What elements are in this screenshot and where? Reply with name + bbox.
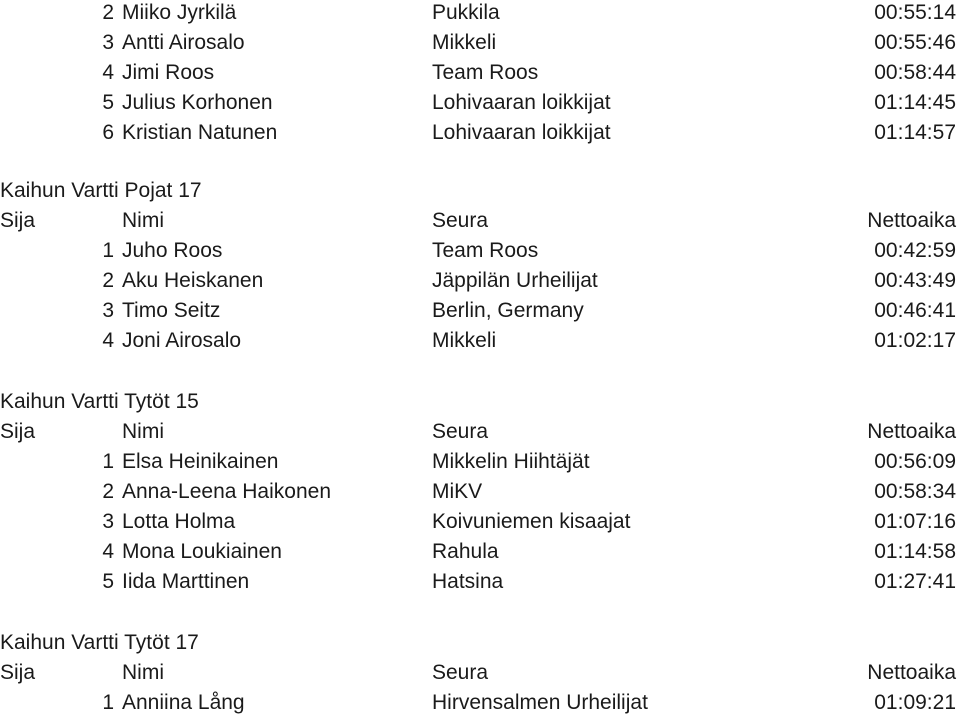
result-row	[0, 236, 960, 266]
athlete-name: Jimi Roos	[122, 61, 215, 84]
header-seura: Seura	[432, 661, 489, 684]
club-name: Mikkelin Hiihtäjät	[432, 450, 590, 473]
rank: 1	[102, 239, 114, 262]
result-row	[0, 58, 960, 88]
athlete-name: Lotta Holma	[122, 510, 236, 533]
athlete-name: Anna-Leena Haikonen	[122, 480, 331, 503]
club-name: Hatsina	[432, 570, 504, 593]
net-time: 00:56:09	[874, 450, 956, 473]
club-name: Koivuniemen kisaajat	[432, 510, 631, 533]
club-name: Lohivaaran loikkijat	[432, 121, 611, 144]
category-title: Kaihun Vartti Pojat 17	[0, 179, 202, 202]
net-time: 00:46:41	[874, 299, 956, 322]
club-name: Mikkeli	[432, 31, 497, 54]
header-sija: Sija	[0, 661, 36, 684]
net-time: 01:14:57	[874, 121, 956, 144]
category-title: Kaihun Vartti Tytöt 15	[0, 390, 199, 413]
athlete-name: Miiko Jyrkilä	[122, 1, 237, 24]
athlete-name: Anniina Lång	[122, 691, 245, 714]
header-seura: Seura	[432, 209, 489, 232]
result-row	[0, 118, 960, 148]
rank: 3	[102, 31, 114, 54]
result-row	[0, 266, 960, 296]
section-title	[0, 628, 960, 658]
category-title: Kaihun Vartti Tytöt 17	[0, 631, 199, 654]
rank: 5	[102, 91, 114, 114]
rank: 6	[102, 121, 114, 144]
rank: 2	[102, 269, 114, 292]
club-name: Jäppilän Urheilijat	[432, 269, 598, 292]
club-name: Lohivaaran loikkijat	[432, 91, 611, 114]
athlete-name: Mona Loukiainen	[122, 540, 282, 563]
net-time: 01:02:17	[874, 329, 956, 352]
net-time: 00:58:34	[874, 480, 956, 503]
table-header	[0, 206, 960, 236]
header-nimi: Nimi	[122, 420, 164, 443]
net-time: 00:55:14	[874, 1, 956, 24]
net-time: 01:07:16	[874, 510, 956, 533]
club-name: Pukkila	[432, 1, 500, 24]
net-time: 00:43:49	[874, 269, 956, 292]
result-row	[0, 537, 960, 567]
athlete-name: Julius Korhonen	[122, 91, 273, 114]
athlete-name: Juho Roos	[122, 239, 223, 262]
header-nimi: Nimi	[122, 209, 164, 232]
rank: 3	[102, 510, 114, 533]
result-row	[0, 296, 960, 326]
result-row	[0, 447, 960, 477]
result-row	[0, 567, 960, 597]
result-row	[0, 507, 960, 537]
athlete-name: Joni Airosalo	[122, 329, 242, 352]
athlete-name: Aku Heiskanen	[122, 269, 264, 292]
club-name: Hirvensalmen Urheilijat	[432, 691, 648, 714]
result-row	[0, 0, 960, 28]
header-seura: Seura	[432, 420, 489, 443]
header-nettoaika: Nettoaika	[867, 661, 956, 684]
club-name: Mikkeli	[432, 329, 497, 352]
rank: 4	[102, 61, 114, 84]
rank: 2	[102, 1, 114, 24]
section-title	[0, 176, 960, 206]
table-header	[0, 658, 960, 688]
club-name: Team Roos	[432, 239, 539, 262]
rank: 1	[102, 691, 114, 714]
section-title	[0, 387, 960, 417]
result-row	[0, 28, 960, 58]
club-name: Team Roos	[432, 61, 539, 84]
athlete-name: Iida Marttinen	[122, 570, 250, 593]
rank: 1	[102, 450, 114, 473]
result-row	[0, 477, 960, 507]
club-name: MiKV	[432, 480, 483, 503]
net-time: 00:42:59	[874, 239, 956, 262]
net-time: 01:09:21	[874, 691, 956, 714]
athlete-name: Antti Airosalo	[122, 31, 245, 54]
net-time: 01:27:41	[874, 570, 956, 593]
header-sija: Sija	[0, 420, 36, 443]
header-nimi: Nimi	[122, 661, 164, 684]
net-time: 00:58:44	[874, 61, 956, 84]
header-nettoaika: Nettoaika	[867, 420, 956, 443]
athlete-name: Elsa Heinikainen	[122, 450, 279, 473]
athlete-name: Timo Seitz	[122, 299, 221, 322]
net-time: 01:14:45	[874, 91, 956, 114]
rank: 3	[102, 299, 114, 322]
header-sija: Sija	[0, 209, 36, 232]
athlete-name: Kristian Natunen	[122, 121, 278, 144]
result-row	[0, 688, 960, 718]
club-name: Berlin, Germany	[432, 299, 584, 322]
result-row	[0, 326, 960, 356]
result-row	[0, 88, 960, 118]
net-time: 00:55:46	[874, 31, 956, 54]
rank: 4	[102, 329, 114, 352]
net-time: 01:14:58	[874, 540, 956, 563]
rank: 5	[102, 570, 114, 593]
rank: 4	[102, 540, 114, 563]
table-header	[0, 417, 960, 447]
header-nettoaika: Nettoaika	[867, 209, 956, 232]
club-name: Rahula	[432, 540, 499, 563]
rank: 2	[102, 480, 114, 503]
